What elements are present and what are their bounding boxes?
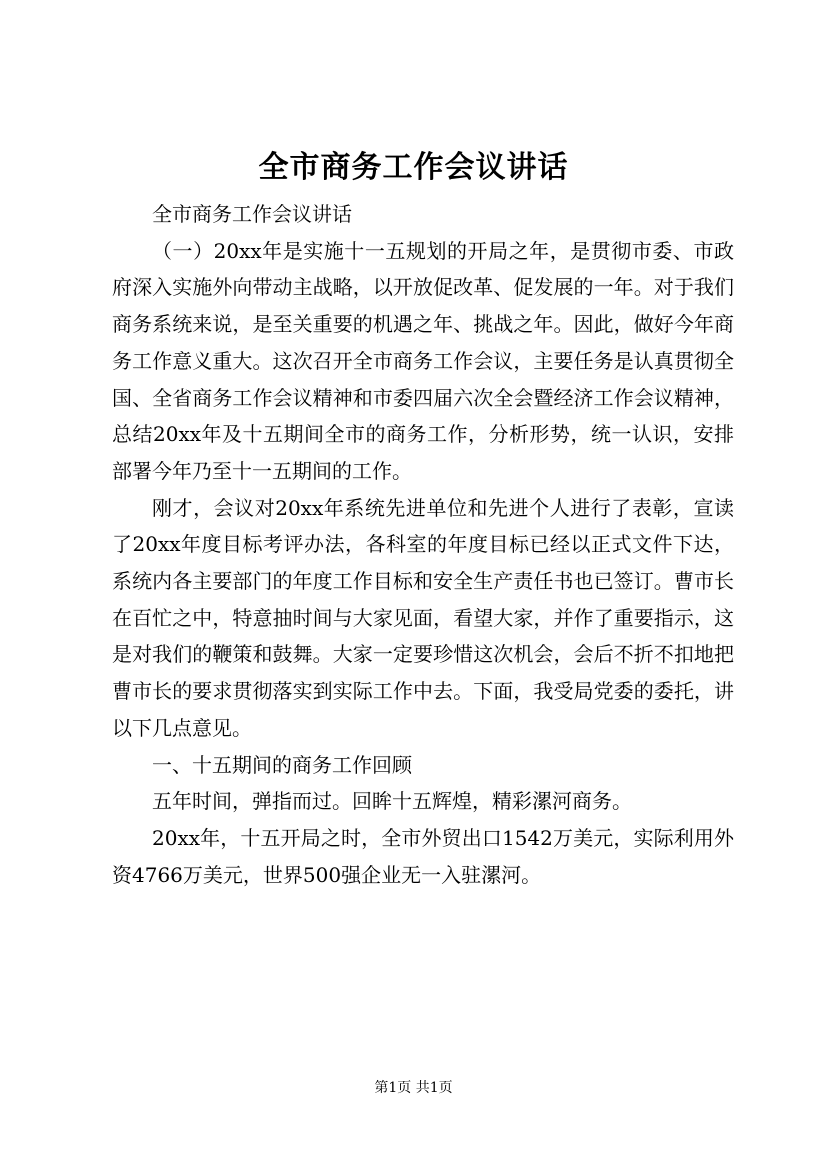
- section-heading: 一、十五期间的商务工作回顾: [152, 752, 412, 777]
- paragraph-subtitle: 全市商务工作会议讲话: [152, 202, 352, 226]
- page-footer: 第1页 共1页: [374, 1080, 453, 1096]
- document-title: 全市商务工作会议讲话: [258, 150, 569, 185]
- paragraph: 刚才，会议对20xx年系统先进单位和先进个人进行了表彰，宣读了20xx年度目标考评办法，各科室的年度目标已经以正式文件下达，系统内各主要部门的年度工作目标和安全生产责任书也已签订。曹市长在百忙之中，特意抽时间与大家见面，看望大家，并作了重要指示，这是对我们的鞭策和鼓舞。大家一定要珍惜这次机会，会后不折不扣地把曹市长的要求贯彻落实到实际工作中去。下面，我受局党委的委托，讲以下几点意见。: [112, 495, 734, 740]
- paragraph: 20xx年，十五开局之时，全市外贸出口1542万美元，实际利用外资4766万美元，世界500强企业无一入驻漯河。: [112, 825, 734, 887]
- paragraph: 五年时间，弹指而过。回眸十五辉煌，精彩漯河商务。: [152, 789, 632, 814]
- document-body: [112, 196, 734, 893]
- paragraph: （一）20xx年是实施十一五规划的开局之年，是贯彻市委、市政府深入实施外向带动主战略，以开放促改革、促发展的一年。对于我们商务系统来说，是至关重要的机遇之年、挑战之年。因此，做好今年商务工作意义重大。这次召开全市商务工作会议，主要任务是认真贯彻全国、全省商务工作会议精神和市委四届六次全会暨经济工作会议精神，总结20xx年及十五期间全市的商务工作，分析形势，统一认识，安排部署今年乃至十一五期间的工作。: [112, 238, 734, 483]
